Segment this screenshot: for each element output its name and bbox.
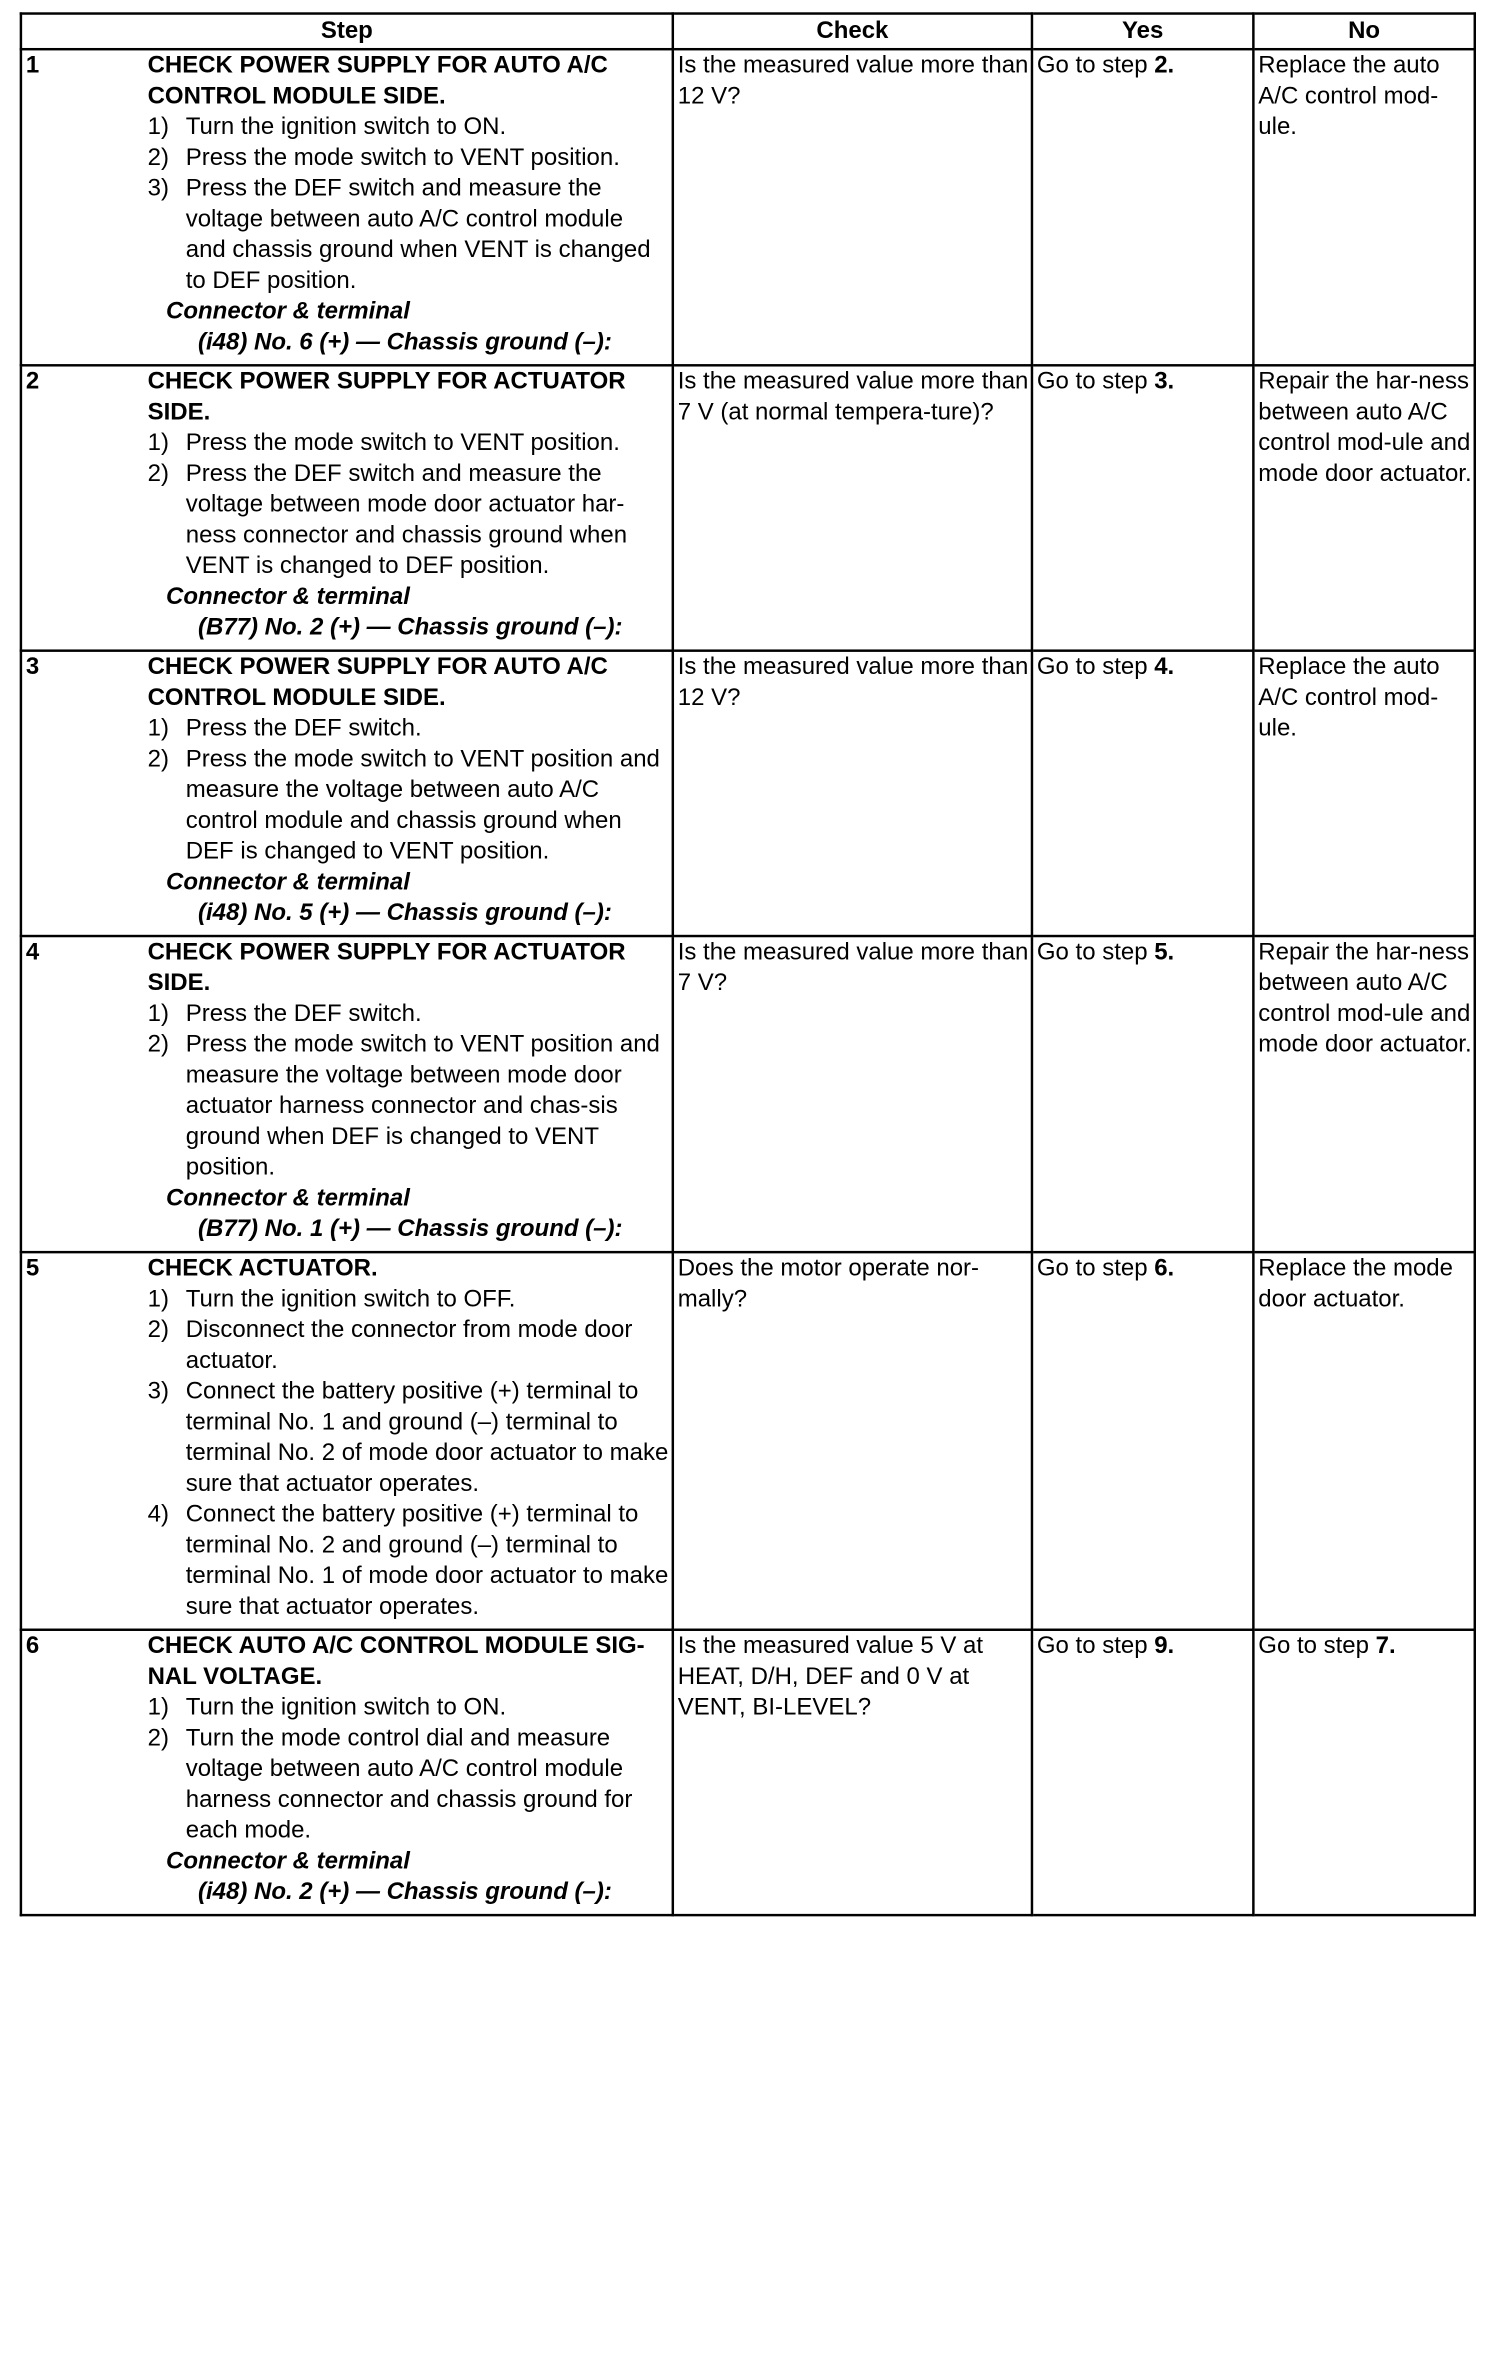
step-cell xyxy=(21,49,673,365)
procedure-number: 2) xyxy=(147,1316,169,1344)
step-number: 6 xyxy=(25,1632,40,1660)
step-cell xyxy=(21,365,673,650)
step-number: 2 xyxy=(25,367,40,395)
procedure-item xyxy=(148,1315,670,1377)
procedure-item xyxy=(148,1499,670,1622)
procedure-text: Connect the battery positive (+) terminal to terminal No. 2 and ground (–) terminal to terminal No. 1 of mode door actuator to make sure that actuator operates. xyxy=(185,1500,669,1620)
no-cell: Replace the auto A/C control mod-ule. xyxy=(1253,49,1474,365)
procedure-item xyxy=(148,459,670,582)
step-cell xyxy=(21,1252,673,1630)
connector-label: Connector & terminal xyxy=(166,1847,410,1875)
no-cell: Replace the mode door actuator. xyxy=(1253,1252,1474,1630)
connector-label: Connector & terminal xyxy=(166,868,410,896)
procedure-number: 4) xyxy=(147,1500,169,1528)
procedure-number: 2) xyxy=(147,143,169,171)
procedure-number: 2) xyxy=(147,1724,169,1752)
step-body xyxy=(148,367,672,644)
yes-cell xyxy=(1032,651,1253,936)
table-row xyxy=(21,936,1475,1252)
connector-value: (i48) No. 2 (+) — Chassis ground (–): xyxy=(198,1878,612,1906)
procedure-item xyxy=(148,173,670,296)
step-number: 5 xyxy=(25,1254,40,1282)
connector-label: Connector & terminal xyxy=(166,583,410,611)
step-title: CHECK ACTUATOR. xyxy=(147,1254,378,1282)
check-cell: Is the measured value more than 7 V? xyxy=(673,936,1032,1252)
check-cell: Is the measured value more than 7 V (at normal tempera-ture)? xyxy=(673,365,1032,650)
procedure-item xyxy=(148,1376,670,1499)
procedure-item xyxy=(148,744,670,867)
step-body xyxy=(148,1631,672,1908)
procedure-number: 1) xyxy=(147,113,169,141)
procedure-item xyxy=(148,1692,670,1723)
table-row xyxy=(21,1252,1475,1630)
procedure-number: 1) xyxy=(147,1693,169,1721)
procedure-text: Press the DEF switch. xyxy=(185,714,422,742)
yes-prefix: Go to step xyxy=(1036,367,1155,395)
procedure-item xyxy=(148,1723,670,1846)
procedure-text: Press the DEF switch and measure the voltage between mode door actuator har-ness connector and chassis ground when VENT is changed to DEF position. xyxy=(185,460,628,580)
yes-step-number: 3. xyxy=(1154,367,1175,395)
connector-label: Connector & terminal xyxy=(166,297,410,325)
header-no: No xyxy=(1253,14,1474,50)
step-title: CHECK AUTO A/C CONTROL MODULE SIG-NAL VOLTAGE. xyxy=(147,1632,645,1691)
step-number: 1 xyxy=(25,51,40,79)
yes-prefix: Go to step xyxy=(1036,938,1155,966)
step-title: CHECK POWER SUPPLY FOR ACTUATOR SIDE. xyxy=(147,367,626,426)
step-body xyxy=(148,652,672,929)
procedure-number: 3) xyxy=(147,1377,169,1405)
step-cell xyxy=(21,936,673,1252)
procedure-item xyxy=(148,112,670,143)
step-cell xyxy=(21,651,673,936)
yes-step-number: 5. xyxy=(1154,938,1175,966)
procedure-text: Turn the ignition switch to ON. xyxy=(185,1693,507,1721)
procedure-number: 2) xyxy=(147,1030,169,1058)
table-row xyxy=(21,365,1475,650)
procedure-item xyxy=(148,1030,670,1184)
procedure-number: 1) xyxy=(147,429,169,457)
yes-cell xyxy=(1032,49,1253,365)
yes-step-number: 2. xyxy=(1154,51,1175,79)
no-step-number: 7. xyxy=(1375,1632,1396,1660)
yes-cell xyxy=(1032,1630,1253,1915)
no-cell: Repair the har-ness between auto A/C control mod-ule and mode door actuator. xyxy=(1253,936,1474,1252)
procedure-number: 1) xyxy=(147,999,169,1028)
yes-cell xyxy=(1032,936,1253,1252)
step-body xyxy=(148,50,672,358)
step-number: 4 xyxy=(25,938,40,966)
yes-cell xyxy=(1032,1252,1253,1630)
step-body xyxy=(148,937,672,1245)
step-title: CHECK POWER SUPPLY FOR AUTO A/C CONTROL MODULE SIDE. xyxy=(147,653,608,711)
yes-step-number: 4. xyxy=(1154,653,1175,681)
check-cell: Does the motor operate nor-mally? xyxy=(673,1252,1032,1630)
diagnostic-table xyxy=(20,12,1476,1916)
header-step: Step xyxy=(21,14,673,50)
connector-value: (i48) No. 6 (+) — Chassis ground (–): xyxy=(198,328,612,356)
procedure-number: 2) xyxy=(147,460,169,488)
table-row xyxy=(21,651,1475,936)
procedure-text: Connect the battery positive (+) terminal to terminal No. 1 and ground (–) terminal to terminal No. 2 of mode door actuator to make sure that actuator operates. xyxy=(185,1377,669,1497)
procedure-text: Press the mode switch to VENT position. xyxy=(185,429,620,457)
check-cell: Is the measured value more than 12 V? xyxy=(673,651,1032,936)
no-cell xyxy=(1253,1630,1474,1915)
no-prefix: Go to step xyxy=(1258,1632,1376,1660)
table-header-row xyxy=(21,14,1475,50)
no-cell: Repair the har-ness between auto A/C control mod-ule and mode door actuator. xyxy=(1253,365,1474,650)
procedure-number: 1) xyxy=(147,1285,169,1313)
procedure-item xyxy=(148,713,670,744)
yes-prefix: Go to step xyxy=(1036,653,1155,681)
procedure-text: Turn the mode control dial and measure voltage between auto A/C control module harness connector and chassis ground for each mode. xyxy=(185,1724,633,1844)
procedure-text: Press the mode switch to VENT position and measure the voltage between mode door actuator harness connector and chas-sis ground when DEF is changed to VENT position. xyxy=(185,1030,660,1181)
step-body xyxy=(148,1253,672,1622)
procedure-text: Press the DEF switch and measure the voltage between auto A/C control module and chassis ground when VENT is changed to DEF position. xyxy=(185,174,651,294)
step-cell xyxy=(21,1630,673,1915)
step-title: CHECK POWER SUPPLY FOR ACTUATOR SIDE. xyxy=(147,938,626,997)
procedure-text: Press the mode switch to VENT position. xyxy=(185,143,620,171)
procedure-text: Press the DEF switch. xyxy=(185,999,422,1028)
procedure-item xyxy=(148,428,670,459)
connector-value: (i48) No. 5 (+) — Chassis ground (–): xyxy=(198,899,612,927)
procedure-text: Turn the ignition switch to OFF. xyxy=(185,1285,516,1313)
check-cell: Is the measured value more than 12 V? xyxy=(673,49,1032,365)
yes-prefix: Go to step xyxy=(1036,1632,1155,1660)
procedure-item xyxy=(148,999,670,1030)
procedure-text: Press the mode switch to VENT position and measure the voltage between auto A/C control module and chassis ground when DEF is changed to VENT position. xyxy=(185,745,660,865)
table-row xyxy=(21,49,1475,365)
table-row xyxy=(21,1630,1475,1915)
yes-prefix: Go to step xyxy=(1036,51,1155,79)
connector-value: (B77) No. 2 (+) — Chassis ground (–): xyxy=(198,613,623,641)
step-title: CHECK POWER SUPPLY FOR AUTO A/C CONTROL MODULE SIDE. xyxy=(147,51,608,110)
yes-prefix: Go to step xyxy=(1036,1254,1155,1282)
header-yes: Yes xyxy=(1032,14,1253,50)
header-check: Check xyxy=(673,14,1032,50)
procedure-text: Disconnect the connector from mode door actuator. xyxy=(185,1316,633,1374)
connector-value: (B77) No. 1 (+) — Chassis ground (–): xyxy=(198,1215,623,1243)
procedure-number: 2) xyxy=(147,745,169,773)
table-body xyxy=(21,49,1475,1915)
yes-cell xyxy=(1032,365,1253,650)
procedure-item xyxy=(148,1284,670,1315)
procedure-number: 1) xyxy=(147,714,169,742)
yes-step-number: 9. xyxy=(1154,1632,1175,1660)
step-number: 3 xyxy=(25,653,40,681)
procedure-text: Turn the ignition switch to ON. xyxy=(185,113,507,141)
check-cell: Is the measured value 5 V at HEAT, D/H, DEF and 0 V at VENT, BI-LEVEL? xyxy=(673,1630,1032,1915)
yes-step-number: 6. xyxy=(1154,1254,1175,1282)
procedure-item xyxy=(148,143,670,174)
procedure-number: 3) xyxy=(147,174,169,202)
connector-label: Connector & terminal xyxy=(166,1184,410,1212)
no-cell: Replace the auto A/C control mod-ule. xyxy=(1253,651,1474,936)
